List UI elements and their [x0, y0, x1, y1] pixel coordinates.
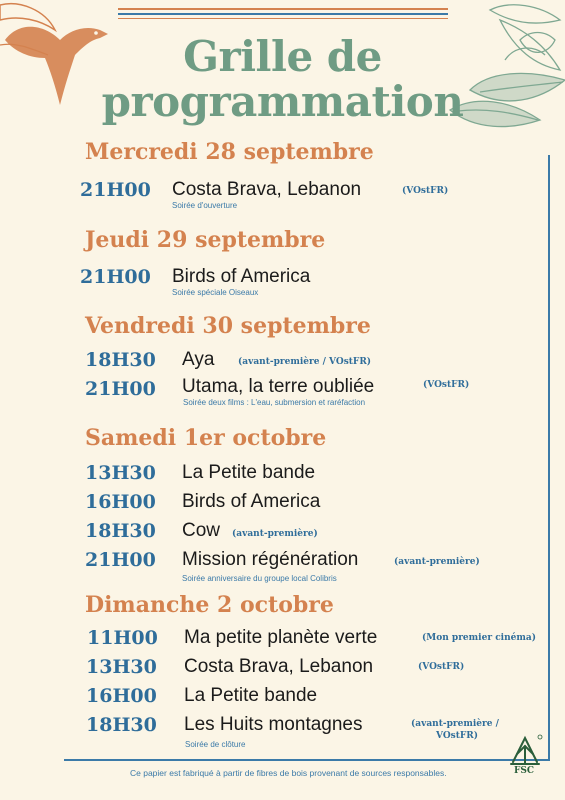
page-title-line2: programmation: [101, 77, 464, 126]
time-slot: 18H30: [85, 349, 156, 371]
time-slot: 18H30: [85, 520, 156, 542]
film-tag: (VOstFR): [402, 186, 449, 196]
time-slot: 13H30: [85, 462, 156, 484]
film-title: Aya: [182, 349, 215, 370]
film-title: Ma petite planète verte: [184, 627, 378, 648]
film-title: La Petite bande: [184, 685, 318, 706]
page-title-line1: Grille de: [183, 32, 382, 81]
fsc-tree-logo-icon: [507, 734, 543, 766]
time-slot: 21H00: [85, 549, 156, 571]
day-heading: Vendredi 30 septembre: [85, 313, 371, 339]
film-tag: (avant-première / VOstFR): [238, 357, 372, 367]
film-title: Cow: [182, 520, 221, 541]
film-title: Birds of America: [182, 491, 321, 512]
session-note: Soirée deux films : L'eau, submersion et raréfaction: [183, 398, 366, 407]
film-title: Costa Brava, Lebanon: [172, 179, 362, 200]
day-heading: Samedi 1er octobre: [85, 425, 327, 451]
time-slot: 21H00: [80, 266, 151, 288]
top-rule-blue: [118, 13, 448, 15]
film-tag-line1: (avant-première /: [411, 719, 499, 729]
time-slot: 13H30: [86, 656, 157, 678]
time-slot: 16H00: [86, 685, 157, 707]
film-title: Mission régénération: [182, 549, 359, 570]
session-note: Soirée d'ouverture: [172, 201, 238, 210]
day-heading: Mercredi 28 septembre: [85, 139, 374, 165]
fsc-label: FSC: [514, 766, 535, 776]
film-title: Costa Brava, Lebanon: [184, 656, 374, 677]
film-tag-line2: VOstFR): [436, 731, 479, 741]
day-heading: Dimanche 2 octobre: [85, 592, 334, 618]
session-note: Soirée spéciale Oiseaux: [172, 288, 259, 297]
top-rule-orange-2: [118, 18, 448, 19]
film-title: Les Huits montagnes: [184, 714, 363, 735]
film-tag: (VOstFR): [418, 662, 465, 672]
time-slot: 21H00: [85, 378, 156, 400]
film-title: Birds of America: [172, 266, 311, 287]
day-heading: Jeudi 29 septembre: [85, 227, 326, 253]
time-slot: 11H00: [87, 627, 158, 649]
film-title: La Petite bande: [182, 462, 316, 483]
film-tag: (Mon premier cinéma): [422, 633, 536, 643]
time-slot: 21H00: [80, 179, 151, 201]
time-slot: 16H00: [85, 491, 156, 513]
top-rule-orange: [118, 8, 448, 10]
film-tag: (avant-première): [232, 529, 318, 539]
film-tag: (avant-première): [394, 557, 480, 567]
time-slot: 18H30: [86, 714, 157, 736]
footer-note: Ce papier est fabriqué à partir de fibres de bois provenant de sources responsables.: [130, 768, 447, 778]
film-title: Utama, la terre oubliée: [182, 376, 375, 397]
session-note: Soirée anniversaire du groupe local Colibris: [182, 574, 337, 583]
session-note: Soirée de clôture: [185, 740, 246, 749]
film-tag: (VOstFR): [423, 380, 470, 390]
